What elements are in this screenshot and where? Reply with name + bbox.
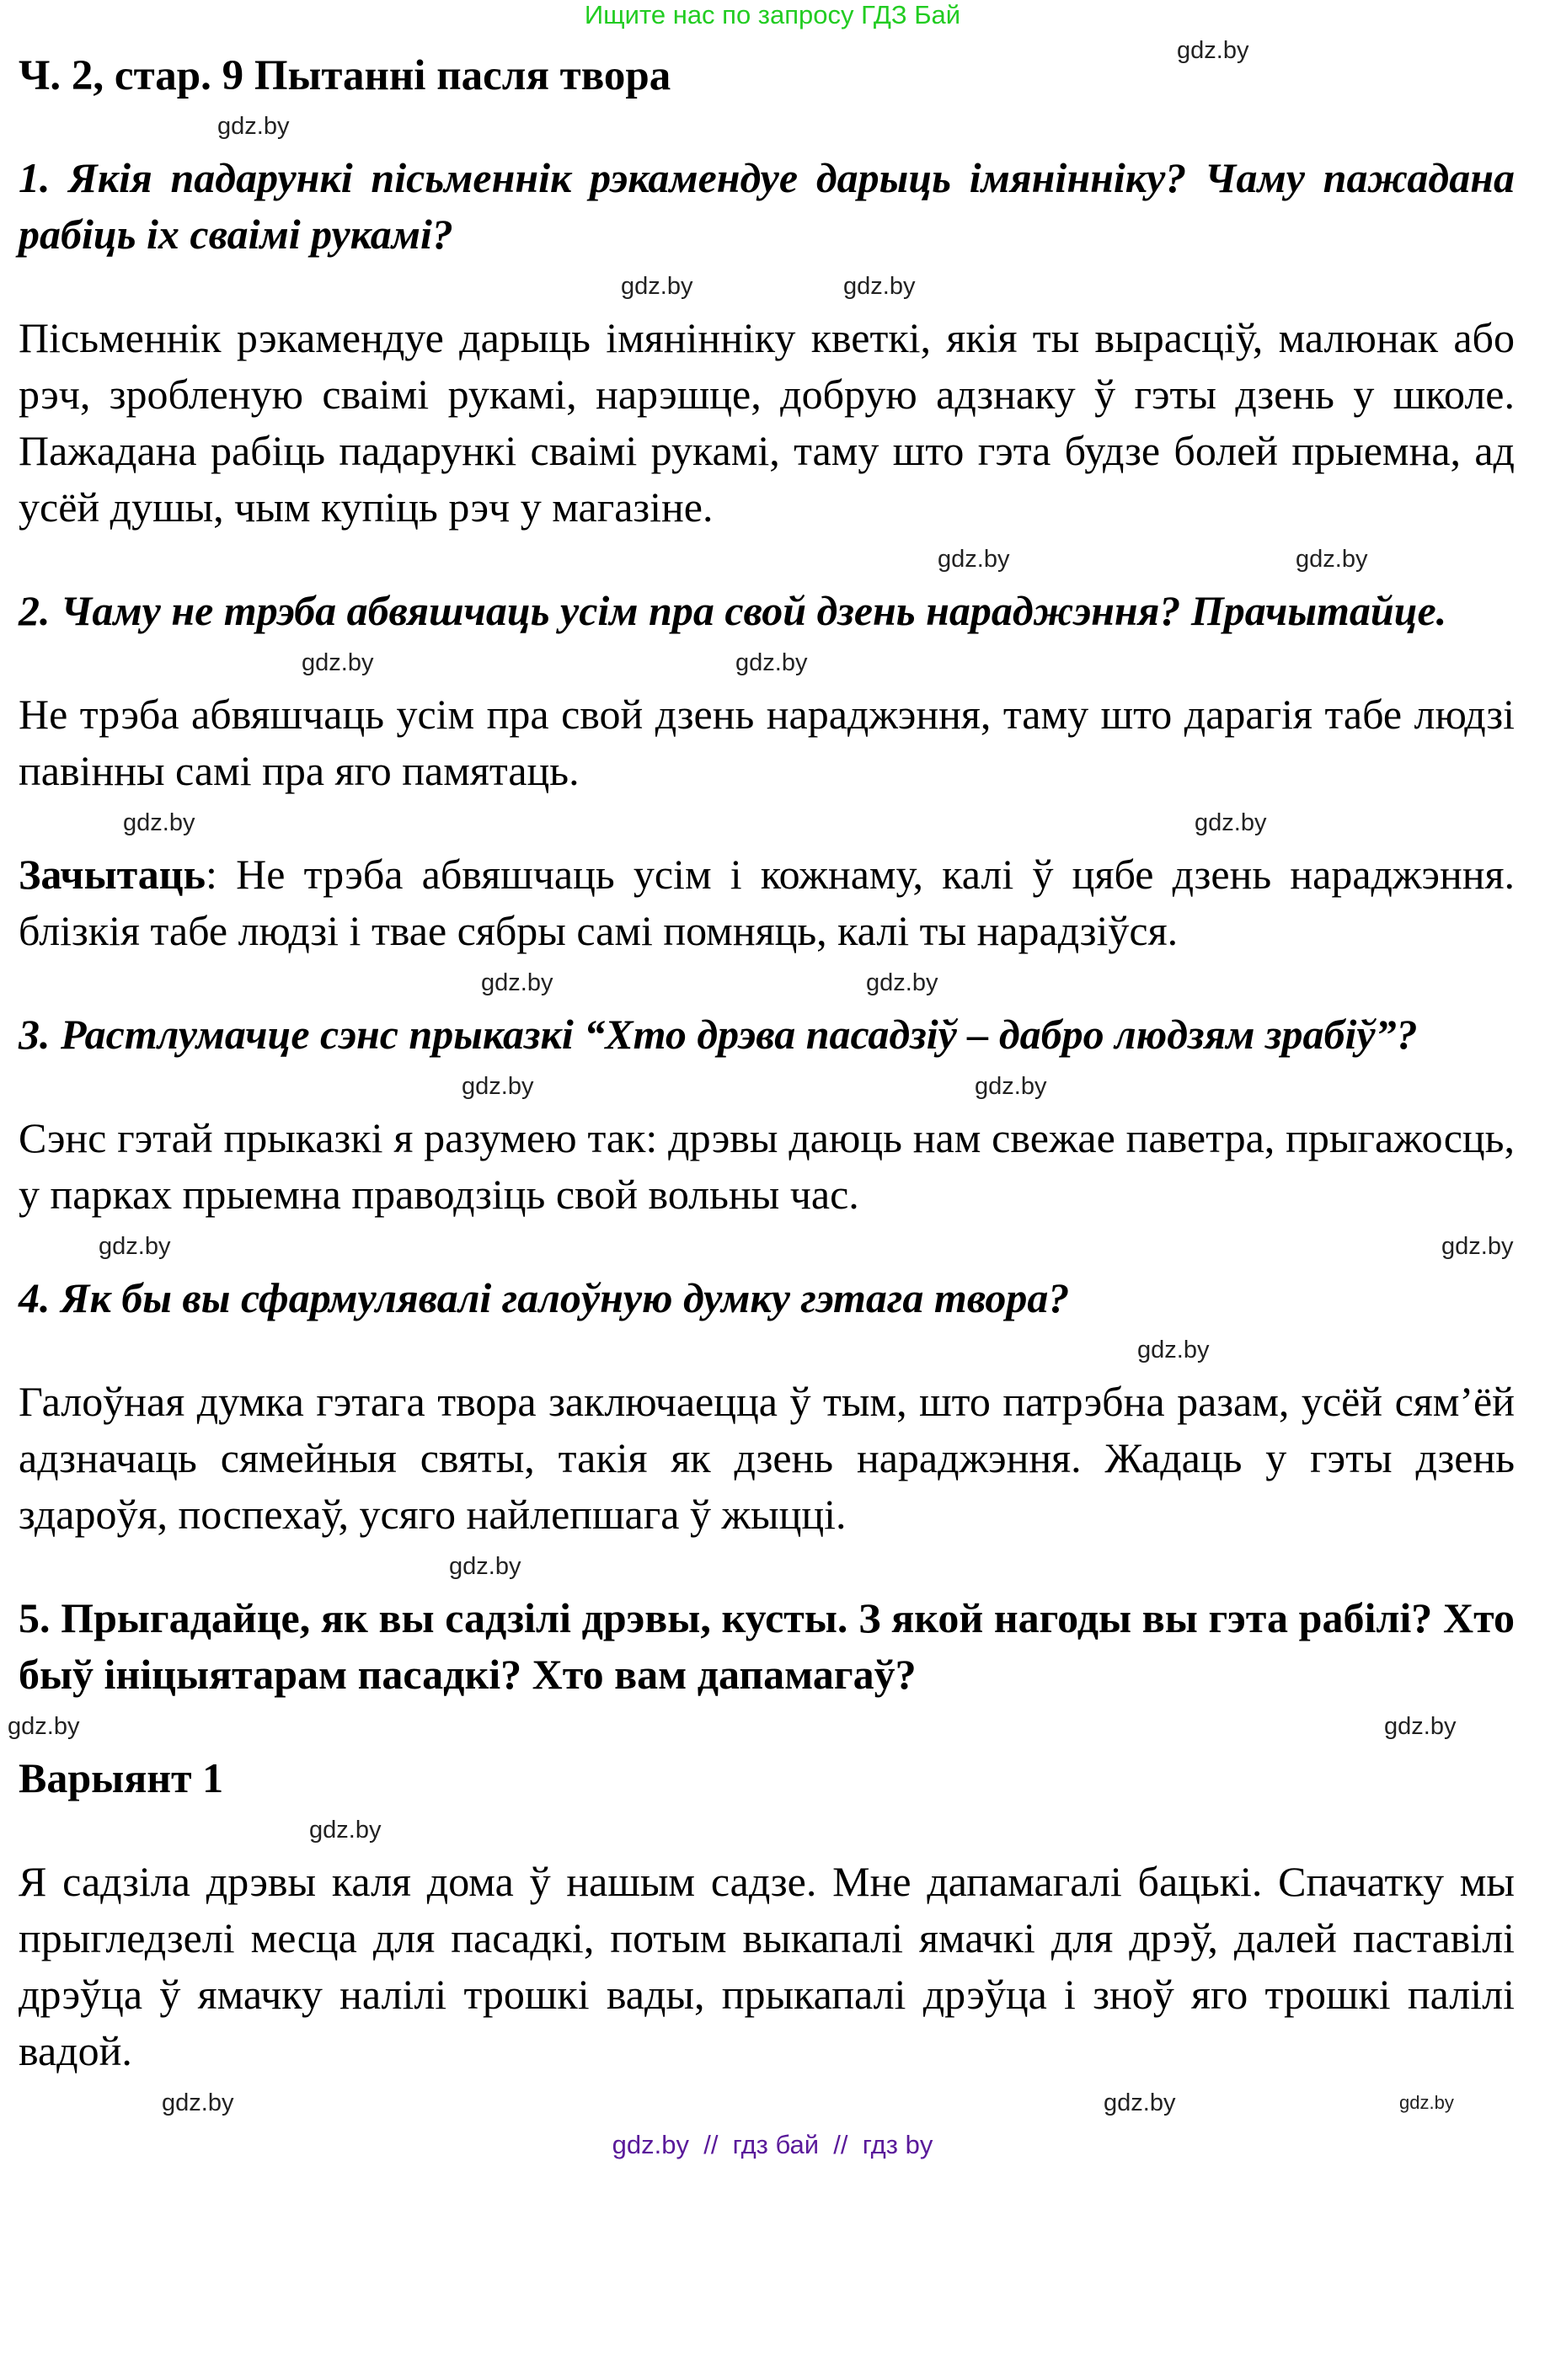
watermark-row xyxy=(19,799,1515,846)
watermark: gdz.by xyxy=(462,1073,534,1100)
title-row xyxy=(19,37,1515,103)
question-5: 5. Прыгадайце, як вы садзілі дрэвы, кусты. З якой нагоды вы гэта рабілі? Хто быў ініцыятарам пасадкі? Хто вам дапамагаў? xyxy=(19,1594,1515,1698)
watermark: gdz.by xyxy=(481,969,553,996)
question-3: 3. Растлумачце сэнс прыказкі “Хто дрэва пасадзіў – дабро людзям зрабіў”? xyxy=(19,1011,1418,1058)
watermark-row xyxy=(19,1063,1515,1110)
watermark: gdz.by xyxy=(621,273,693,300)
watermark-row xyxy=(19,1543,1515,1590)
answer-2-reading xyxy=(19,846,1515,959)
watermark: gdz.by xyxy=(162,2089,234,2116)
watermark: gdz.by xyxy=(1104,2089,1176,2116)
page-title: Ч. 2, стар. 9 Пытанні пасля твора xyxy=(19,52,671,99)
document xyxy=(0,37,1515,2127)
watermark-row xyxy=(19,1223,1515,1270)
reading-label: Зачытаць xyxy=(19,851,206,898)
watermark-row xyxy=(19,639,1515,686)
watermark: gdz.by xyxy=(1441,1233,1514,1260)
watermark: gdz.by xyxy=(1296,546,1368,573)
answer-5: Я садзіла дрэвы каля дома ў нашым садзе. Мне дапамагалі бацькі. Спачатку мы прыгледзелі месца для пасадкі, потым выкапалі ямачкі для дрэў, далей паставілі дрэўца ў ямачку налілі трошкі вады, прыкапалі дрэўца і зноў яго трошкі палілі вадой. xyxy=(19,1858,1515,2074)
watermark: gdz.by xyxy=(217,113,290,140)
watermark: gdz.by xyxy=(975,1073,1047,1100)
watermark: gdz.by xyxy=(302,649,374,676)
watermark-row xyxy=(19,1806,1515,1854)
watermark: gdz.by xyxy=(1195,809,1267,836)
answer-4: Галоўная думка гэтага твора заключаецца ў тым, што патрэбна разам, усёй сям’ёй адзначаць сямейныя святы, такія як дзень нараджэння. Жадаць у гэты дзень здароўя, поспехаў, усяго найлепшага ў жыцці. xyxy=(19,1378,1515,1538)
watermark: gdz.by xyxy=(1399,2092,1454,2113)
watermark: gdz.by xyxy=(866,969,938,996)
footer-links[interactable]: gdz.by // гдз бай // гдз by xyxy=(612,2130,933,2159)
watermark: gdz.by xyxy=(735,649,808,676)
watermark: gdz.by xyxy=(309,1817,382,1844)
variant-heading: Варыянт 1 xyxy=(19,1754,224,1801)
watermark: gdz.by xyxy=(449,1553,521,1580)
answer-2: Не трэба абвяшчаць усім пра свой дзень нараджэння, таму што дарагія табе людзі павінны самі пра яго памятаць. xyxy=(19,691,1515,794)
watermark: gdz.by xyxy=(8,1713,80,1740)
watermark: gdz.by xyxy=(123,809,195,836)
watermark-row xyxy=(19,1326,1515,1374)
watermark-row xyxy=(19,263,1515,310)
question-1: 1. Якія падарункі пісьменнік рэкамендуе дарыць імяніннiку? Чаму пажадана рабіць іх сваімі рукамі? xyxy=(19,154,1515,258)
watermark-row xyxy=(19,536,1515,583)
reading-text: : Не трэба абвяшчаць усім і кожнаму, калі ў цябе дзень нараджэння. блізкія табе людзі і твае сябры самі помняць, калі ты нарадзіўся. xyxy=(19,851,1515,954)
watermark: gdz.by xyxy=(1384,1713,1457,1740)
search-hint-banner: Ищите нас по запросу ГДЗ Бай xyxy=(584,0,961,29)
watermark-row xyxy=(19,103,1515,150)
watermark: gdz.by xyxy=(1137,1337,1210,1363)
watermark-row xyxy=(8,1703,1515,1750)
question-4: 4. Як бы вы сфармулявалі галоўную думку гэтага твора? xyxy=(19,1274,1070,1321)
watermark-row xyxy=(19,2079,1515,2127)
watermark: gdz.by xyxy=(938,546,1010,573)
answer-3: Сэнс гэтай прыказкі я разумею так: дрэвы даюць нам свежае паветра, прыгажосць, у парках прыемна праводзіць свой вольны час. xyxy=(19,1114,1515,1218)
question-2: 2. Чаму не трэба абвяшчаць усім пра свой дзень нараджэння? Прачытайце. xyxy=(19,587,1447,634)
watermark: gdz.by xyxy=(99,1233,171,1260)
watermark: gdz.by xyxy=(843,273,916,300)
watermark-row xyxy=(19,959,1515,1006)
answer-1: Пісьменнік рэкамендуе дарыць імяніннiку кветкі, якія ты вырасціў, малюнак або рэч, зробленую сваімі рукамі, нарэшце, добрую адзнаку ў гэты дзень у школе. Пажадана рабіць падарункі сваімі рукамі, таму што гэта будзе болей прыемна, ад усёй душы, чым купіць рэч у магазіне. xyxy=(19,314,1515,531)
watermark: gdz.by xyxy=(1177,37,1249,64)
